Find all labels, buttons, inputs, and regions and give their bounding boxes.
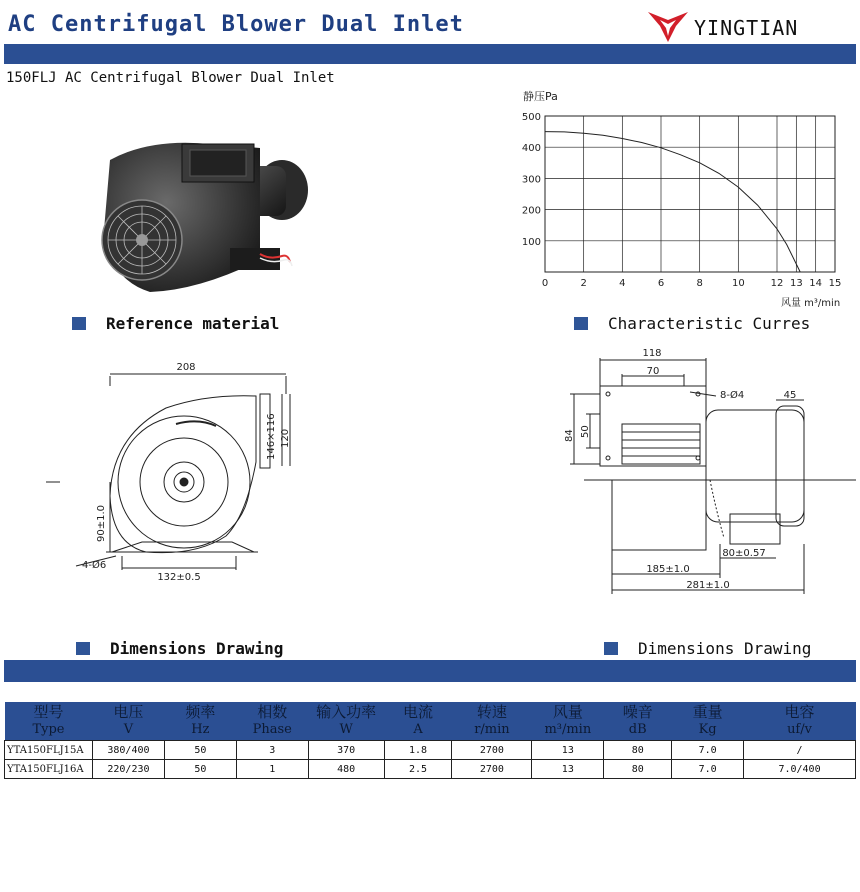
table-row (5, 741, 856, 760)
header-label-en: W (339, 722, 353, 737)
table-cell: 13 (532, 760, 604, 779)
caption-dimensions-right: Dimensions Drawing (604, 639, 811, 658)
x-tick-label: 4 (619, 278, 626, 289)
table-header-cell (452, 702, 532, 741)
x-tick-label: 0 (541, 278, 549, 289)
caption-dimensions-left: Dimensions Drawing (76, 639, 283, 658)
table-cell: 2.5 (384, 760, 452, 779)
caption-marker-icon (76, 642, 90, 655)
dim-outlet-height-label: 120 (280, 428, 291, 448)
page-title: AC Centrifugal Blower Dual Inlet (8, 12, 464, 37)
header-label-zh: 转速 (476, 703, 507, 721)
chart-grid (545, 116, 835, 272)
dim-width-label: 208 (176, 362, 196, 373)
y-tick-label: 400 (521, 143, 541, 155)
table-header-cell (384, 702, 452, 741)
header-label-en: Hz (191, 722, 210, 737)
characteristic-curve-chart (505, 86, 855, 312)
y-axis-label: 静压Pa (523, 90, 558, 103)
header-label-zh: 风量 (552, 703, 583, 721)
dim-outlet-label: 146×116 (266, 413, 277, 460)
brand-name: YINGTIAN (694, 16, 799, 40)
table-cell: 50 (164, 741, 236, 760)
x-tick-label: 12 (770, 278, 784, 289)
dim-foot-label: 80±0.57 (722, 548, 766, 559)
dimension-drawing-front (46, 356, 316, 586)
table-row (5, 760, 856, 779)
dim-height-label: 84 (564, 429, 575, 442)
header-label-zh: 频率 (185, 703, 216, 721)
dim-holes-label: 8-Ø4 (720, 390, 745, 401)
header-label-en: r/min (474, 722, 510, 737)
table-cell: 7.0/400 (744, 760, 856, 779)
table-header-cell (308, 702, 384, 741)
table-header-cell (236, 702, 308, 741)
blower-photo (90, 130, 320, 305)
table-cell: 1.8 (384, 741, 452, 760)
y-tick-label: 300 (521, 174, 541, 186)
table-cell: 7.0 (672, 760, 744, 779)
dim-base-label: 132±0.5 (157, 572, 201, 583)
header-label-zh: 噪音 (622, 703, 653, 721)
table-cell: 480 (308, 760, 384, 779)
table-cell: 7.0 (672, 741, 744, 760)
header-label-zh: 电压 (113, 703, 144, 721)
table-header-cell (604, 702, 672, 741)
dim-motor-label: 45 (783, 390, 797, 401)
dim-holes-label: 4-Ø6 (82, 560, 107, 571)
header-label-en: Phase (252, 722, 292, 737)
table-cell: 80 (604, 760, 672, 779)
header-label-zh: 型号 (33, 703, 64, 721)
header-label-zh: 重量 (692, 703, 723, 721)
header-label-zh: 相数 (257, 703, 288, 721)
caption-marker-icon (604, 642, 618, 655)
x-tick-label: 15 (828, 278, 842, 289)
y-tick-label: 200 (521, 205, 541, 217)
y-tick-label: 500 (521, 112, 541, 123)
dim-mid-label: 185±1.0 (646, 564, 690, 575)
table-cell: 3 (236, 741, 308, 760)
caption-marker-icon (574, 317, 588, 330)
caption-curves: Characteristic Curres (574, 314, 810, 333)
chart-ticks (522, 112, 841, 289)
table-header-cell (92, 702, 164, 741)
header-label-zh: 电容 (784, 703, 815, 721)
table-header-cell (744, 702, 856, 741)
x-axis-label: 风量 m³/min (781, 298, 841, 309)
header-label-en: A (413, 722, 423, 737)
header-divider-bar (4, 44, 856, 64)
table-cell: 380/400 (92, 741, 164, 760)
table-header-cell (164, 702, 236, 741)
table-cell: 2700 (452, 741, 532, 760)
table-cell: 13 (532, 741, 604, 760)
x-tick-label: 13 (789, 278, 803, 289)
dimension-drawing-side (560, 344, 856, 600)
x-tick-label: 2 (580, 278, 587, 289)
table-cell: 370 (308, 741, 384, 760)
x-tick-label: 8 (696, 278, 703, 289)
header-label-en: dB (628, 722, 647, 737)
table-cell: 2700 (452, 760, 532, 779)
table-header-cell (5, 702, 93, 741)
table-header-cell (672, 702, 744, 741)
yingtian-logo-icon (646, 8, 690, 44)
y-tick-label: 100 (521, 236, 541, 248)
section-divider-bar (4, 660, 856, 682)
table-cell: YTA150FLJ16A (5, 760, 93, 779)
dim-inner-label: 70 (646, 366, 660, 377)
series-line (545, 132, 800, 272)
caption-reference: Reference material (72, 314, 279, 333)
table-cell: 80 (604, 741, 672, 760)
dim-center-height-label: 90±1.0 (96, 504, 107, 542)
plot-frame (545, 116, 835, 272)
header-label-en: V (123, 722, 134, 737)
x-tick-label: 6 (657, 278, 665, 289)
header-label-en: uf/v (787, 722, 812, 737)
spec-table (4, 702, 856, 779)
header-label-zh: 电流 (403, 703, 434, 721)
table-cell: 220/230 (92, 760, 164, 779)
table-cell: 1 (236, 760, 308, 779)
header-label-en: Type (32, 722, 65, 737)
dim-inner-height-label: 50 (580, 425, 591, 438)
x-tick-label: 10 (731, 278, 745, 289)
x-tick-label: 14 (809, 278, 823, 289)
caption-marker-icon (72, 317, 86, 330)
product-subtitle: 150FLJ AC Centrifugal Blower Dual Inlet (6, 70, 335, 86)
table-cell: / (744, 741, 856, 760)
header-label-en: m³/min (544, 722, 592, 737)
header-label-en: Kg (698, 722, 717, 737)
table-header-row (5, 702, 856, 741)
table-header-cell (532, 702, 604, 741)
dim-top-label: 118 (642, 348, 662, 359)
brand-logo (646, 8, 856, 44)
dim-total-label: 281±1.0 (686, 580, 730, 591)
table-cell: YTA150FLJ15A (5, 741, 93, 760)
table-cell: 50 (164, 760, 236, 779)
table-body (5, 741, 856, 779)
header-label-zh: 输入功率 (316, 703, 377, 721)
